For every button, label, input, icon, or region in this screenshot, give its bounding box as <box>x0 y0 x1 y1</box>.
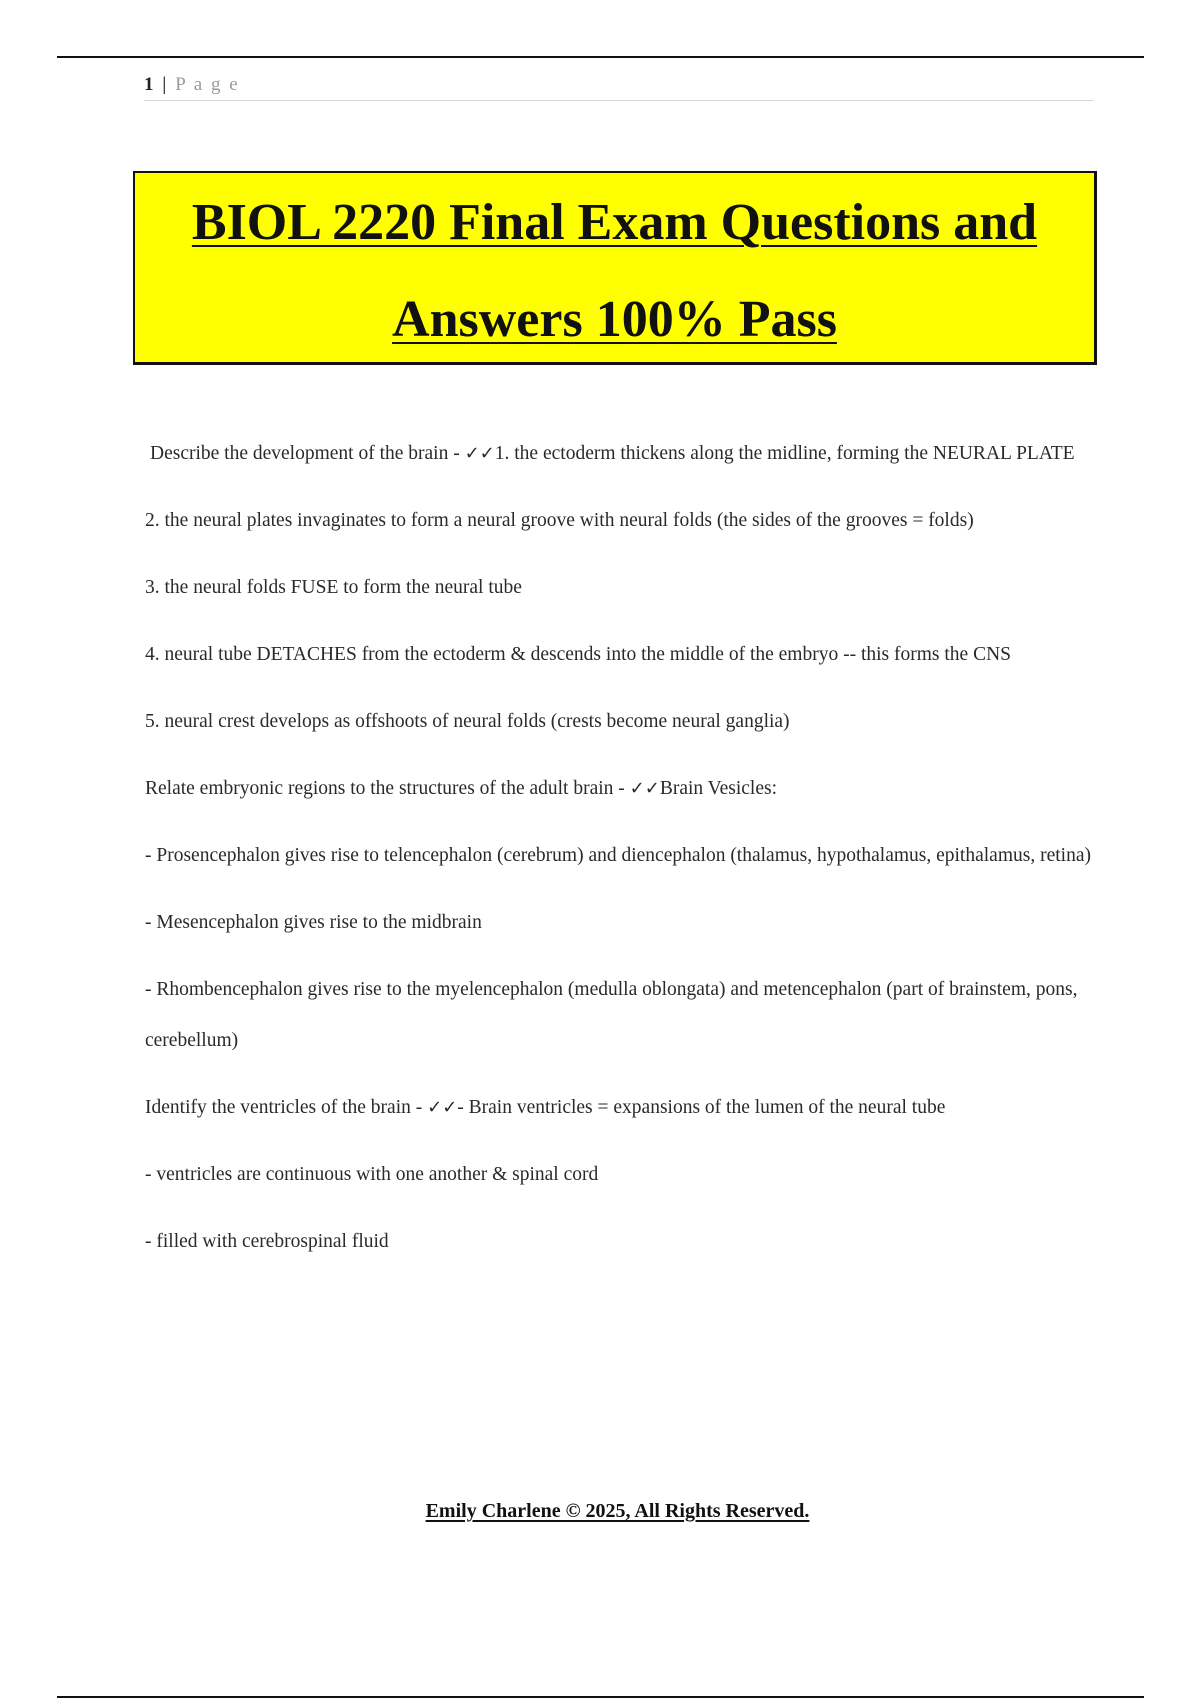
double-check-icon: ✓✓ <box>427 1097 458 1118</box>
copyright-text: Emily Charlene © 2025, All Rights Reserved. <box>425 1500 810 1522</box>
copyright-footer <box>0 1500 1200 1523</box>
answer-2-text: Brain Vesicles: <box>659 778 777 799</box>
page-label: P a g e <box>175 74 240 95</box>
footer-rule <box>57 1696 1144 1698</box>
document-title-line-1: BIOL 2220 Final Exam Questions and <box>191 194 1038 251</box>
header-rule <box>57 56 1144 58</box>
answer-3-item-fluid: - filled with cerebrospinal fluid <box>145 1231 389 1252</box>
answer-1-step-3: 3. the neural folds FUSE to form the neural tube <box>145 577 522 598</box>
page-number: 1 <box>144 74 156 95</box>
question-2-text: Relate embryonic regions to the structures of the adult brain - <box>145 778 630 799</box>
answer-2-item-rhombencephalon: - Rhombencephalon gives rise to the myelencephalon (medulla oblongata) and metencephalon (part of brainstem, pons, cerebellum) <box>145 979 1078 1051</box>
question-1 <box>145 428 1095 479</box>
double-check-icon: ✓✓ <box>464 443 495 464</box>
answer-2-item-prosencephalon: - Prosencephalon gives rise to telencephalon (cerebrum) and diencephalon (thalamus, hypothalamus, epithalamus, retina) <box>145 845 1091 866</box>
question-1-text: Describe the development of the brain - <box>150 443 465 464</box>
answer-2-item-mesencephalon: - Mesencephalon gives rise to the midbrain <box>145 912 482 933</box>
question-2 <box>145 763 1095 814</box>
question-3 <box>145 1082 1095 1133</box>
answer-1-text: 1. the ectoderm thickens along the midline, forming the NEURAL PLATE <box>494 443 1075 464</box>
question-3-text: Identify the ventricles of the brain - <box>145 1097 428 1118</box>
answer-1-step-5: 5. neural crest develops as offshoots of neural folds (crests become neural ganglia) <box>145 711 790 732</box>
double-check-icon: ✓✓ <box>629 778 660 799</box>
page-header <box>144 72 1094 101</box>
answer-1-step-4: 4. neural tube DETACHES from the ectoderm & descends into the middle of the embryo -- this forms the CNS <box>145 644 1012 665</box>
answer-3-text: - Brain ventricles = expansions of the lumen of the neural tube <box>457 1097 946 1118</box>
page-separator: | <box>162 74 169 95</box>
title-banner <box>133 171 1097 365</box>
answer-3-item-continuous: - ventricles are continuous with one another & spinal cord <box>145 1164 599 1185</box>
answer-1-step-2: 2. the neural plates invaginates to form a neural groove with neural folds (the sides of the grooves = folds) <box>145 510 974 531</box>
document-body <box>145 428 1095 1283</box>
document-title-line-2: Answers 100% Pass <box>392 291 837 348</box>
